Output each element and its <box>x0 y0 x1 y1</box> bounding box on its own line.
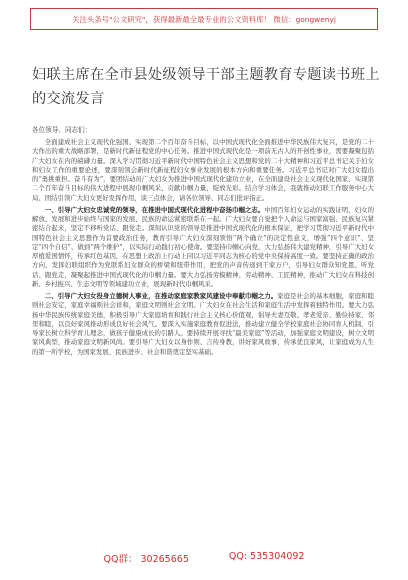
top-banner: 关注头条号"公文研究"，获得最新最全最专业的公文资料库！ 微信：gongwenyj <box>30 8 378 30</box>
intro-paragraph: 全面建成社会主义现代化强国、实现第二个百年奋斗目标，以中国式现代化全面推进中华民族伟大复兴，是党的二十大作出的重大战略部署，是新时代新征程党的中心任务。推进中国式现代化是一项前无古人的开创性事业，需要凝聚包括广大妇女在内的磅礴力量。深入学习贯彻习近平新时代中国特色社会主义思想和党的二十大精神和习近平总书记关于妇女和妇女工作的重要论述，要深刻领会新时代新征程妇女事业发展的根本方向和重要任务。习近平总书记对广大妇女提出的“勇挑重担、奋斗有为”，要团结动员广大妇女为推进中国式现代化建功立业，在全面建设社会主义现代化国家、实现第二个百年奋斗目标的伟大进程中展现巾帼风采、贡献巾帼力量，绽放光彩。结合学习体会，我就推动妇联工作服务中心大局、团结引领广大妇女更好发挥作用，谈三点体会，请各位领导、同志们批评指正。 <box>32 138 374 202</box>
section-text: 家庭是社会的基本细胞，家庭和睦则社会安定，家庭幸福则社会祥和，家庭文明则社会文明。广大妇女在社会生活和家庭生活中发挥着独特作用。要大力弘扬中华民族传统家庭美德，积极引导广大家庭培育和践行社会主义核心价值观，倡导夫妻互敬、孝老爱亲、勤俭持家、邻里和睦，以良好家风推动形成良好社会风气。要深入实施家庭教育促进法，推动建立健全学校家庭社会协同育人机制，引导家长树立科学育儿理念，做孩子健康成长的引路人。要持续开展寻找“最美家庭”等活动，加强家庭文明建设，树立文明家风典型，推动家庭文明新风尚。要引导广大妇女以身作则、言传身教，讲好家风故事，传承优良家风，让家庭成为人生的第一所学校，为国家发展、民族进步、社会和谐奠定坚实基础。 <box>32 292 375 356</box>
qq-label: QQ: 535304092 <box>228 551 305 562</box>
section-text: 中国百年妇女运动的实践证明，妇女的解放、发展和进步始终与国家的发展、民族的命运紧密联系在一起。广大妇女要自觉把个人命运与国家富强、民族复兴紧密结合起来，坚定不移听党话、跟党走。深刻认识党的领导是推进中国式现代化的根本保证，把学习贯彻习近平新时代中国特色社会主义思想作为首要政治任务，教育引导广大妇女深刻领悟“两个确立”的决定性意义，增强“四个意识”、坚定“四个自信”、做到“两个维护”，以实际行动践行初心使命。要坚持巾帼心向党，大力弘扬伟大建党精神，引导广大妇女厚植爱国情怀，传承红色基因，在思想上政治上行动上同以习近平同志为核心的党中央保持高度一致。要坚持正确的政治方向，发挥妇联组织作为党联系妇女群众的桥梁和纽带作用，把党的声音传递到千家万户，引导妇女群众知党恩、听党话、跟党走，凝聚起推进中国式现代化的巾帼力量。要大力弘扬劳模精神、劳动精神、工匠精神，推动广大妇女在科技创新、乡村振兴、生态文明等领域建功立业，展现新时代巾帼风采。 <box>32 205 375 288</box>
document-body <box>32 138 374 360</box>
salutation: 各位领导、同志们： <box>32 126 92 134</box>
section-paragraph <box>32 292 374 357</box>
section-heading: 二、引导广大妇女投身立德树人事业，在推动家庭家教家风建设中奉献巾帼之力。 <box>44 292 278 300</box>
section-heading: 一、引导广大妇女忠诚党的领导，在推进中国式现代化进程中奋扬巾帼之志。 <box>44 205 265 214</box>
page-title: 妇联主席在全市县处级领导干部主题教育专题读书班上的交流发言 <box>32 67 380 107</box>
section-paragraph <box>32 206 374 289</box>
footer-contacts <box>0 551 408 565</box>
qq-group-label: QQ群： 30265665 <box>103 554 189 565</box>
